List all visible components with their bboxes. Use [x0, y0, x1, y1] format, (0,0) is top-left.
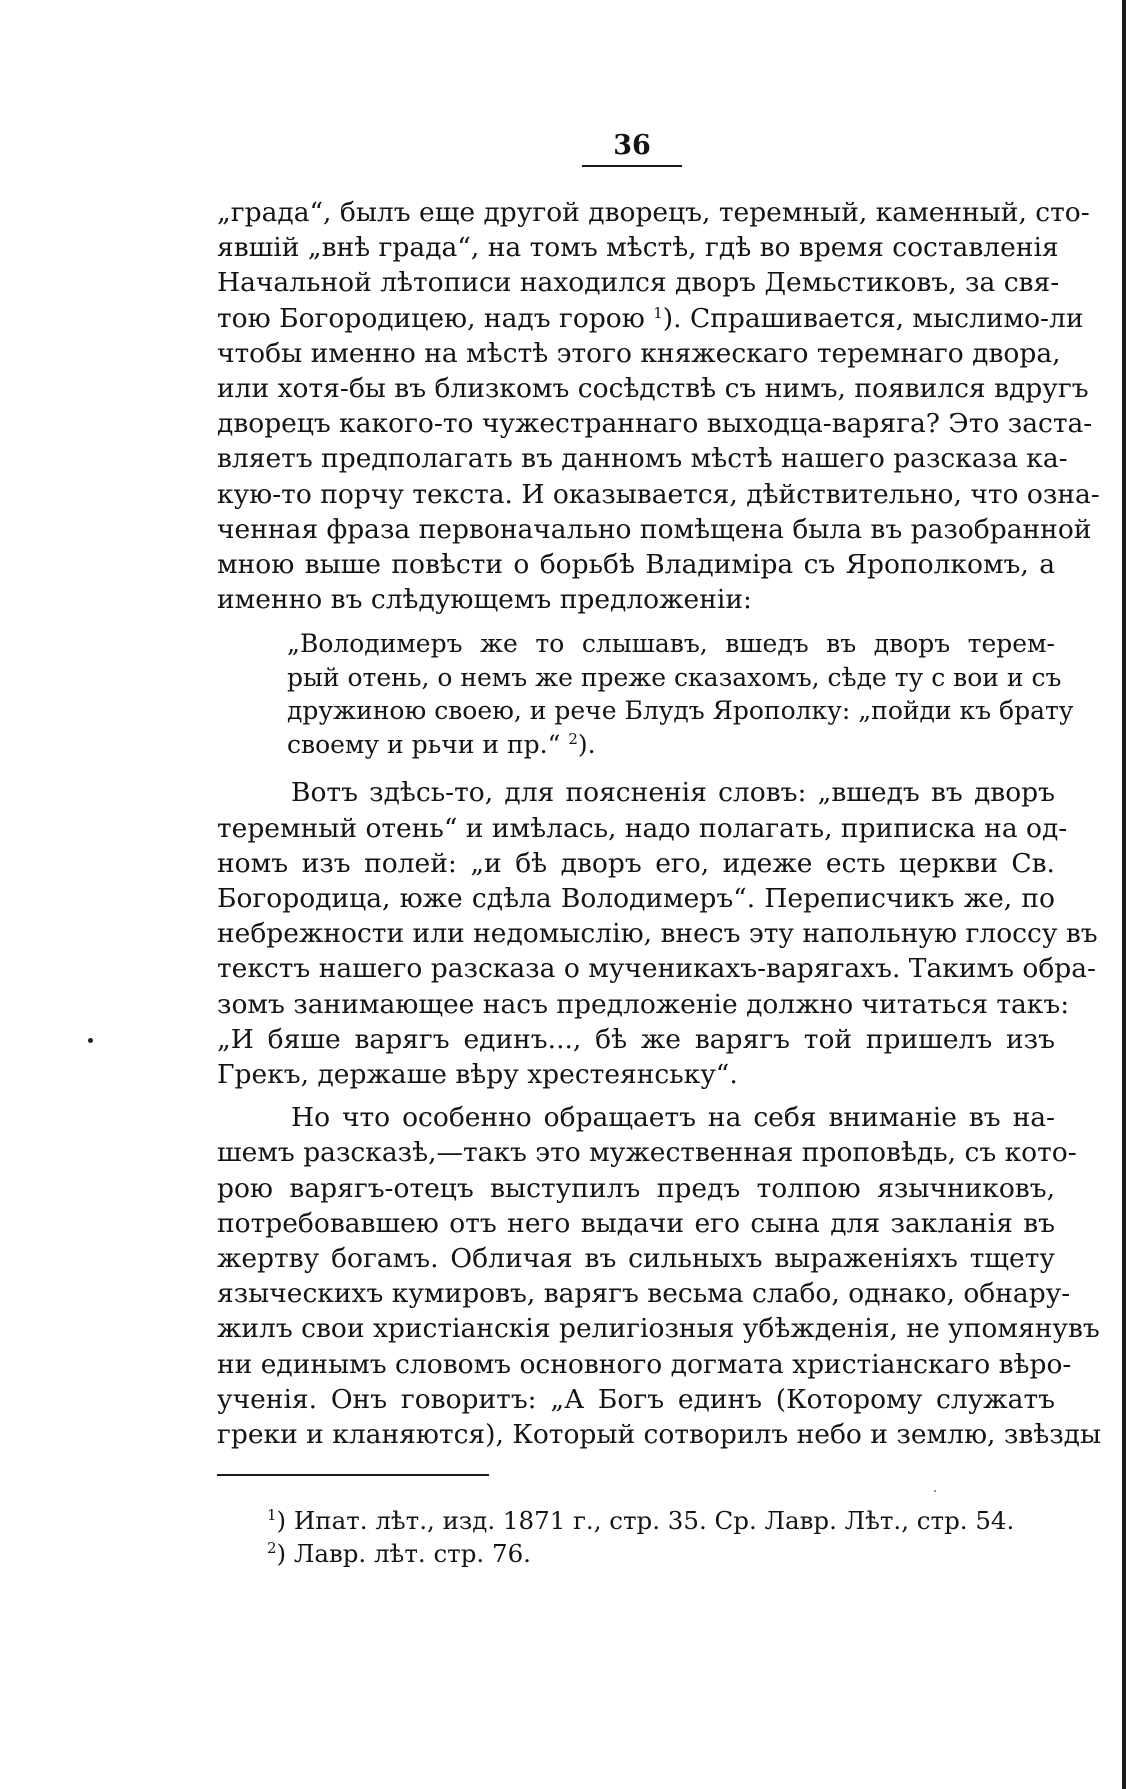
text-line: ни единымъ словомъ основного догмата христіанскаго вѣро- — [217, 1348, 1072, 1380]
text-line: Грекъ, держаше вѣру хрестеянську“. — [217, 1059, 738, 1091]
text-line: чтобы именно на мѣстѣ этого княжескаго теремнаго двора, — [217, 337, 1061, 369]
footnote-text: ) Лавр. лѣт. стр. 76. — [276, 1539, 531, 1568]
print-speck — [88, 1038, 93, 1043]
footnote-mark: 1 — [267, 1506, 277, 1524]
footnote-text: ) Ипат. лѣт., изд. 1871 г., стр. 35. Ср. Лавр. Лѣт., стр. 54. — [276, 1506, 1015, 1535]
text-line: дворецъ какого-то чужестраннаго выходца-варяга? Это заста- — [217, 408, 1093, 440]
text-line: именно въ слѣдующемъ предложеніи: — [217, 584, 752, 616]
text-line: рою варягъ-отецъ выступилъ предъ толпою язычниковъ, — [217, 1172, 1055, 1204]
text-segment: ). — [577, 729, 596, 759]
text-line: теремный отень“ и имѣлась, надо полагать, приписка на од- — [217, 812, 1068, 844]
text-line: греки и кланяются), Который сотворилъ небо и землю, звѣзды — [217, 1419, 1102, 1451]
text-line: языческихъ кумировъ, варягъ весьма слабо, однако, обнару- — [217, 1278, 1071, 1310]
page-edge-line — [1122, 0, 1126, 1789]
text-line: зомъ занимающее насъ предложеніе должно читаться такъ: — [217, 988, 1070, 1020]
text-line: „И бяше варягъ единъ..., бѣ же варягъ той пришелъ изъ — [217, 1023, 1055, 1055]
footnote-2 — [267, 1537, 1057, 1570]
text-segment: ). Спрашивается, мыслимо-ли — [662, 302, 1084, 334]
text-line: „града“, былъ еще другой дворецъ, теремный, каменный, сто- — [217, 197, 1090, 228]
text-line-with-ref — [217, 301, 1084, 336]
text-line: Начальной лѣтописи находился дворъ Демьстиковъ, за свя- — [217, 267, 1060, 299]
text-line: номъ изъ полей: „и бѣ дворъ его, идеже есть церкви Св. — [217, 847, 1055, 879]
text-line: Но что особенно обращаетъ на себя вниманіе въ на- — [291, 1102, 1055, 1134]
text-line: Вотъ здѣсь-то, для поясненія словъ: „вшедъ въ дворъ — [291, 777, 1055, 809]
text-line: Богородица, юже сдѣла Володимеръ“. Переписчикъ же, по — [217, 883, 1055, 915]
footnote-ref-2: 2 — [568, 729, 578, 748]
quote-line: дружиною своею, и рече Блудъ Ярополку: „пойди къ брату — [287, 696, 1074, 726]
text-segment: своему и рьчи и пр.“ — [287, 729, 569, 759]
text-line: текстъ нашего разсказа о мученикахъ-варягахъ. Такимъ обра- — [217, 953, 1097, 985]
print-speck — [934, 1490, 936, 1492]
page-number: 36 — [582, 130, 682, 167]
body-text — [217, 195, 1102, 1452]
quote-line: рый отень, о немъ же преже сказахомъ, сѣде ту с вои и съ — [287, 662, 1062, 692]
text-line: явшій „внѣ града“, на томъ мѣстѣ, гдѣ во время составленія — [217, 232, 1059, 264]
text-line: мною выше повѣсти о борьбѣ Владиміра съ Ярополкомъ, а — [217, 549, 1055, 581]
quote-line-with-ref — [287, 728, 1055, 762]
text-line: жертву богамъ. Обличая въ сильныхъ выраженіяхъ тщету — [217, 1243, 1055, 1275]
paragraph-1 — [217, 195, 1100, 617]
quotation-block — [217, 627, 1074, 761]
text-line: кую-то порчу текста. И оказывается, дѣйствительно, что озна- — [217, 478, 1100, 510]
text-line: ченная фраза первоначально помѣщена была въ разобранной — [217, 513, 1092, 545]
text-segment: тою Богородицею, надъ горою — [217, 302, 654, 334]
footnote-ref-1: 1 — [653, 303, 663, 322]
text-line: вляетъ предполагать въ данномъ мѣстѣ нашего разсказа ка- — [217, 443, 1068, 475]
text-line: небрежности или недомыслію, внесъ эту напольную глоссу въ — [217, 918, 1098, 950]
text-line: ученія. Онъ говоритъ: „А Богъ единъ (Которому служатъ — [217, 1383, 1055, 1415]
text-line: шемъ разсказѣ,—такъ это мужественная проповѣдь, съ кото- — [217, 1137, 1077, 1169]
text-line: или хотя-бы въ близкомъ сосѣдствѣ съ нимъ, появился вдругъ — [217, 373, 1089, 405]
footnote-1 — [267, 1504, 1057, 1537]
footnotes — [267, 1504, 1057, 1570]
paragraph-2 — [217, 775, 1098, 1092]
footnote-divider — [217, 1474, 489, 1476]
footnote-mark: 2 — [267, 1539, 277, 1557]
text-line: потребовавшею отъ него выдачи его сына для закланія въ — [217, 1207, 1055, 1239]
text-line: жилъ свои христіанскія религіозныя убѣжденія, не упомянувъ — [217, 1313, 1100, 1345]
quote-line: „Володимеръ же то слышавъ, вшедъ въ дворъ терем- — [287, 629, 1055, 659]
paragraph-3 — [217, 1100, 1102, 1452]
